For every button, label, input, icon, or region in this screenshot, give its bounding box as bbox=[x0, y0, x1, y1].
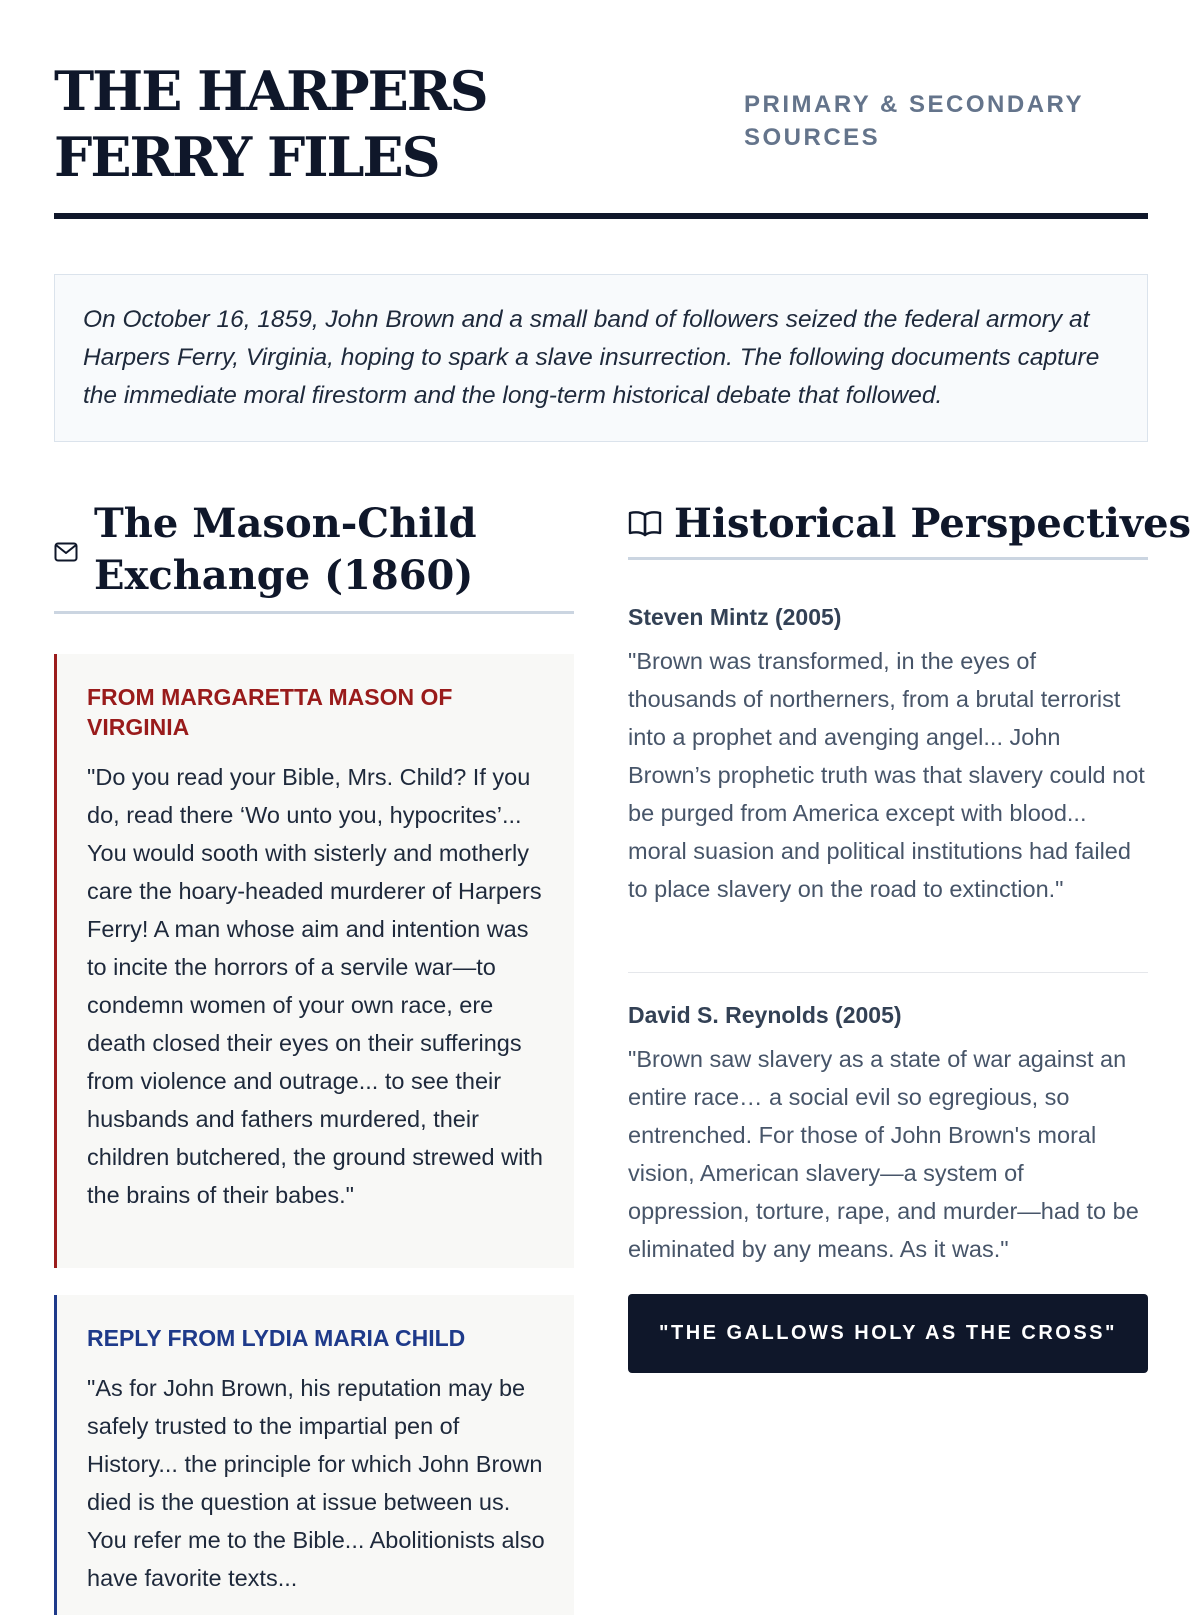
child-letter-card bbox=[54, 1295, 574, 1615]
header-divider bbox=[54, 213, 1148, 219]
mail-icon bbox=[54, 542, 78, 567]
mason-letter-text: "Do you read your Bible, Mrs. Child? If you do, read there ‘Wo unto you, hypocrites’... You would sooth with sisterly and motherly care the hoary-headed murderer of Harpers Ferry! A man whose aim and intention was to incite the horrors of a servile war—to condemn women of your own race, ere death closed their eyes on their sufferings from violence and outrage... to see their husbands and fathers murdered, their children butchered, the ground strewed with the brains of their babes." bbox=[87, 764, 543, 1208]
mason-letter-label: FROM MARGARETTA MASON OF VIRGINIA bbox=[87, 684, 453, 740]
perspective-item bbox=[628, 998, 1148, 1268]
child-letter-text: "As for John Brown, his reputation may be safely trusted to the impartial pen of History... the principle for which John Brown died is the question at issue between us. You refer me to the Bible... Abolitionists also have favorite texts... bbox=[87, 1375, 545, 1591]
perspective-author: David S. Reynolds (2005) bbox=[628, 1002, 902, 1028]
perspective-author: Steven Mintz (2005) bbox=[628, 604, 842, 630]
perspective-item bbox=[628, 600, 1148, 973]
perspective-quote: "Brown saw slavery as a state of war against an entire race… a social evil so egregious, so entrenched. For those of John Brown's moral vision, American slavery—a system of oppression, torture, rape, and murder—had to be eliminated by any means. As it was." bbox=[628, 1046, 1139, 1262]
child-letter-label: REPLY FROM LYDIA MARIA CHILD bbox=[87, 1325, 466, 1351]
perspectives-section-heading bbox=[628, 498, 1192, 560]
page-subtitle: PRIMARY & SECONDARY SOURCES bbox=[744, 91, 1084, 151]
gallows-quote-button[interactable]: "THE GALLOWS HOLY AS THE CROSS" bbox=[628, 1294, 1148, 1373]
exchange-heading: The Mason-Child Exchange (1860) bbox=[94, 500, 477, 599]
intro-box: On October 16, 1859, John Brown and a small band of followers seized the federal armory at Harpers Ferry, Virginia, hoping to spark a slave insurrection. The following documents capture the immediate moral firestorm and the long-term historical debate that followed. bbox=[54, 274, 1148, 442]
exchange-section-heading bbox=[54, 498, 574, 614]
site-header bbox=[54, 58, 1148, 220]
book-open-icon bbox=[628, 510, 662, 543]
page-title: THE HARPERS FERRY FILES bbox=[54, 59, 487, 189]
mason-letter-card bbox=[54, 654, 574, 1268]
perspectives-heading: Historical Perspectives bbox=[674, 500, 1192, 547]
perspective-quote: "Brown was transformed, in the eyes of thousands of northerners, from a brutal terrorist into a prophet and avenging angel... John Brown’s prophetic truth was that slavery could not be purged from America except with blood... moral suasion and political institutions had failed to place slavery on the road to extinction." bbox=[628, 648, 1145, 902]
